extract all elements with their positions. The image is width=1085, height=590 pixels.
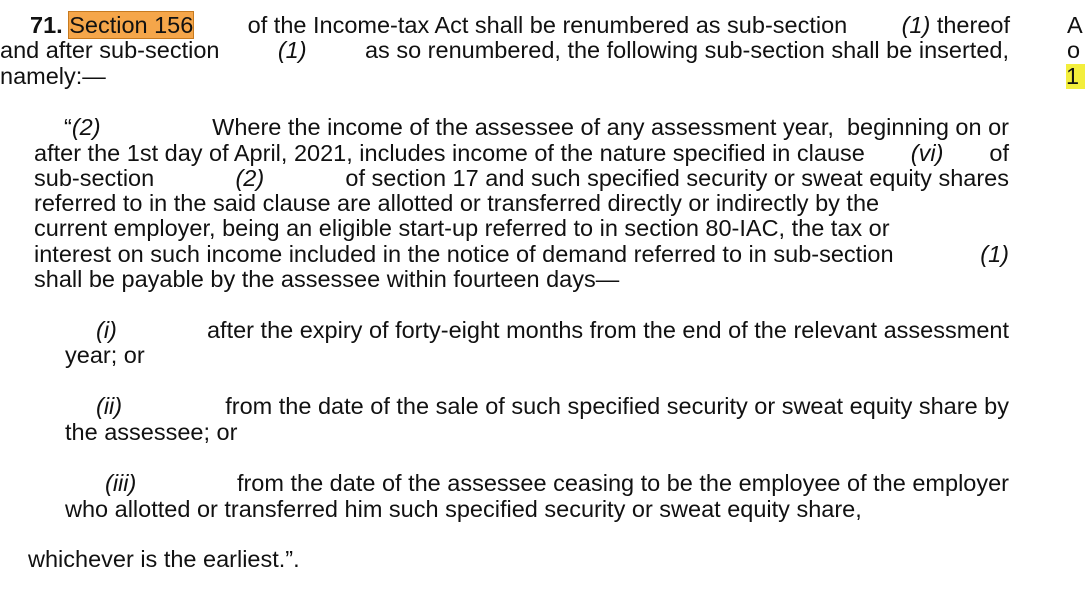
clause-ii-number: (ii) — [96, 393, 123, 419]
subsection-2-line-6: interest on such income included in the notice of demand referred to in sub-section (1) — [34, 241, 1009, 267]
section-line-1: 71. Section 156 of the Income-tax Act shall be renumbered as sub-section (1) thereof — [30, 12, 1010, 38]
clause-i-number: (i) — [96, 317, 117, 343]
clause-iii-line-1: (iii) from the date of the assessee ceasing to be the employee of the employer — [105, 470, 1009, 496]
clause-ii-line-2: the assessee; or — [65, 419, 238, 445]
clause-ii-line-1: (ii) from the date of the sale of such specified security or sweat equity share by — [96, 393, 1009, 419]
subsection-2-line-2: after the 1st day of April, 2021, includes income of the nature specified in clause (vi) of — [34, 140, 1009, 166]
margin-column-highlight: 1 — [1066, 64, 1085, 89]
clause-i-line-1: (i) after the expiry of forty-eight months from the end of the relevant assessment — [96, 317, 1009, 343]
subsection-2-line-4: referred to in the said clause are allotted or transferred directly or indirectly by the — [34, 190, 880, 216]
clause-iii-number: (iii) — [105, 470, 137, 496]
section-number: 71. — [30, 12, 63, 38]
clause-iii-line-2: who allotted or transferred him such specified security or sweat equity share, — [65, 496, 862, 522]
subsection-2-line-5: current employer, being an eligible start-up referred to in section 80-IAC, the tax or — [34, 215, 890, 241]
subsection-2-line-3: sub-section (2) of section 17 and such specified security or sweat equity shares — [34, 165, 1009, 191]
closing-line: whichever is the earliest.”. — [28, 546, 300, 572]
section-reference-highlight[interactable]: Section 156 — [69, 12, 194, 38]
margin-column-line-2: o — [1067, 37, 1081, 63]
subsection-2-line-7: shall be payable by the assessee within fourteen days— — [34, 266, 620, 292]
subsection-number: (2) — [71, 114, 101, 140]
clause-i-line-2: year; or — [65, 342, 145, 368]
subsection-2-line-1: “(2) Where the income of the assessee of any assessment year, beginning on or — [64, 114, 1009, 140]
margin-column-line-1: A — [1067, 12, 1083, 38]
section-line-3: namely:— — [0, 63, 106, 89]
section-line-2: and after sub-section (1) as so renumbered, the following sub-section shall be inserted, — [0, 37, 1009, 63]
